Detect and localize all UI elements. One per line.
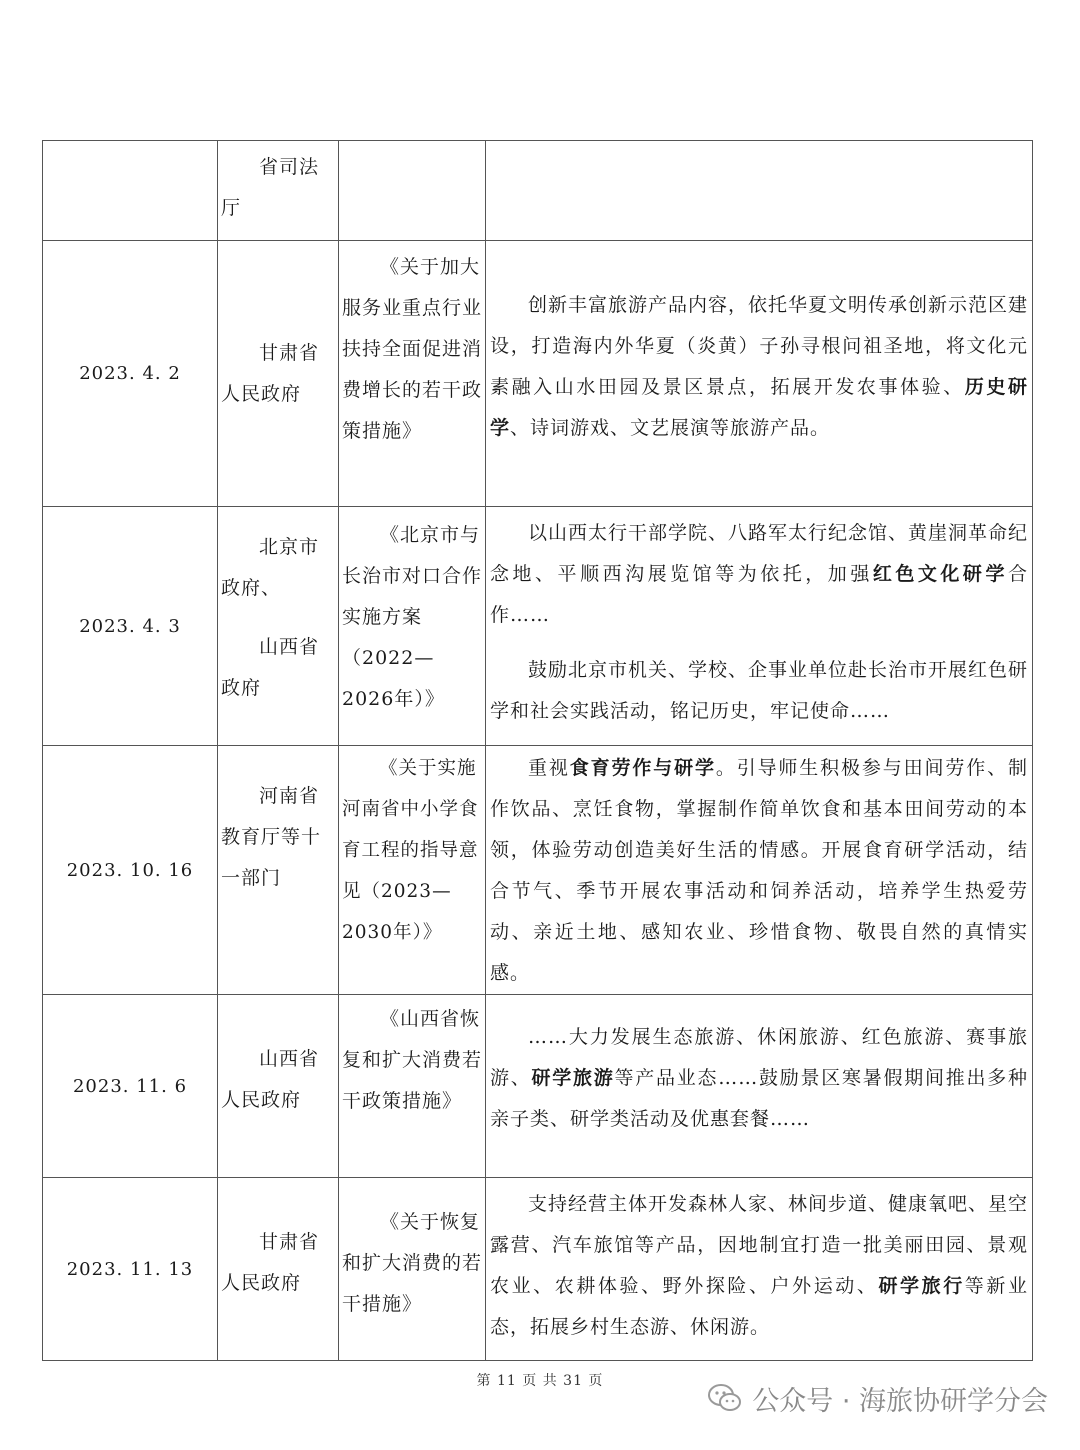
content-text: 等产品业态……鼓励景区寒暑假期间推出多种亲子类、研学类活动及优惠套餐…… (490, 1067, 1028, 1130)
cell-content (486, 995, 1033, 1178)
issuer-line: 甘肃省 (259, 341, 320, 364)
issuer-line: 一部门 (221, 867, 282, 889)
cell-content (486, 746, 1033, 995)
content-paragraph (490, 1017, 1028, 1140)
content-highlight: 红色文化研学 (872, 563, 1008, 585)
cell-issuer (218, 995, 339, 1178)
content-text: 支持经营主体开发森林人家、林间步道、健康氧吧、星空露营、汽车旅馆等产品，因地制宜打造一批美丽田园、景观农业、农耕体验、野外探险、户外运动、 (490, 1193, 1029, 1297)
content-paragraph (490, 1184, 1028, 1348)
cell-content (486, 141, 1033, 241)
cell-issuer (218, 746, 339, 995)
table-row (43, 507, 1033, 746)
issuer-line: 省司法 (259, 156, 320, 178)
cell-content (486, 507, 1033, 746)
wechat-icon (708, 1383, 742, 1413)
cell-date (43, 141, 218, 241)
content-text: 合作…… (490, 563, 1028, 626)
content-text: ……大力发展生态旅游、休闲旅游、红色旅游、赛事旅游、 (490, 1026, 1028, 1089)
issuer-line: 教育厅等十 (221, 826, 322, 848)
issuer-line: 人民政府 (221, 382, 302, 405)
content-highlight: 研学旅行 (878, 1275, 965, 1297)
issuer-line: 政府、 (221, 577, 282, 599)
cell-date: 2023. 11. 6 (43, 995, 218, 1178)
content-paragraph (490, 513, 1028, 636)
content-highlight: 历史研学 (490, 376, 1028, 439)
watermark (708, 1378, 1048, 1418)
table-row (43, 1178, 1033, 1361)
issuer-line: 河南省 (259, 785, 320, 807)
cell-document: 《北京市与长治市对口合作实施方案（2022—2026年）》 (339, 507, 486, 746)
content-text: 。引导师生积极参与田间劳作、制作饮品、烹饪食物，掌握制作简单饮食和基本田间劳动的本领，体验劳动创造美好生活的情感。开展食育研学活动，结合节气、季节开展农事活动和饲养活动，培养学生热爱劳动、亲近土地、感知农业、珍惜食物、敬畏自然的真情实感。 (490, 757, 1028, 984)
cell-document: 《山西省恢复和扩大消费若干政策措施》 (339, 995, 486, 1178)
issuer-line: 北京市 (259, 536, 320, 558)
cell-issuer (218, 141, 339, 241)
cell-document (339, 141, 486, 241)
watermark-text: 公众号 · 海旅协研学分会 (752, 1385, 1048, 1417)
cell-document: 《关于恢复和扩大消费的若干措施》 (339, 1178, 486, 1361)
content-paragraph (490, 650, 1028, 732)
content-paragraph (490, 748, 1028, 994)
issuer-line: 政府 (221, 677, 262, 699)
cell-content (486, 241, 1033, 507)
policy-table (42, 140, 1033, 1361)
issuer-line: 山西省 (259, 636, 320, 658)
cell-date: 2023. 4. 3 (43, 507, 218, 746)
content-text: 重视 (528, 757, 570, 779)
content-text: 鼓励北京市机关、学校、企事业单位赴长治市开展红色研学和社会实践活动，铭记历史，牢记使命…… (490, 659, 1029, 722)
issuer-line: 厅 (221, 197, 242, 219)
table-row (43, 995, 1033, 1178)
content-highlight: 食育劳作与研学 (569, 757, 716, 779)
page-number: 第 11 页 共 31 页 (476, 1373, 604, 1389)
table-row (43, 746, 1033, 995)
cell-issuer (218, 241, 339, 507)
content-text: 创新丰富旅游产品内容，依托华夏文明传承创新示范区建设，打造海内外华夏（炎黄）子孙寻根问祖圣地，将文化元素融入山水田园及景区景点，拓展开发农事体验、 (490, 294, 1029, 398)
issuer-line: 山西省 (259, 1048, 320, 1070)
table-row (43, 241, 1033, 507)
cell-issuer (218, 1178, 339, 1361)
content-text: 等新业态，拓展乡村生态游、休闲游。 (490, 1275, 1028, 1338)
cell-content (486, 1178, 1033, 1361)
issuer-line: 人民政府 (221, 1272, 302, 1294)
cell-document: 《关于加大服务业重点行业扶持全面促进消费增长的若干政策措施》 (339, 241, 486, 507)
table-row (43, 141, 1033, 241)
cell-document: 《关于实施河南省中小学食育工程的指导意见（2023—2030年）》 (339, 746, 486, 995)
cell-date: 2023. 10. 16 (43, 746, 218, 995)
content-highlight: 研学旅游 (531, 1067, 615, 1089)
cell-issuer (218, 507, 339, 746)
cell-date: 2023. 11. 13 (43, 1178, 218, 1361)
content-paragraph (490, 247, 1028, 449)
content-text: 以山西太行干部学院、八路军太行纪念馆、黄崖洞革命纪念地、平顺西沟展览馆等为依托，加强 (490, 522, 1029, 585)
issuer-line: 人民政府 (221, 1089, 302, 1111)
cell-date: 2023. 4. 2 (43, 241, 218, 507)
issuer-line: 甘肃省 (259, 1231, 320, 1253)
content-text: 、诗词游戏、文艺展演等旅游产品。 (510, 417, 831, 439)
